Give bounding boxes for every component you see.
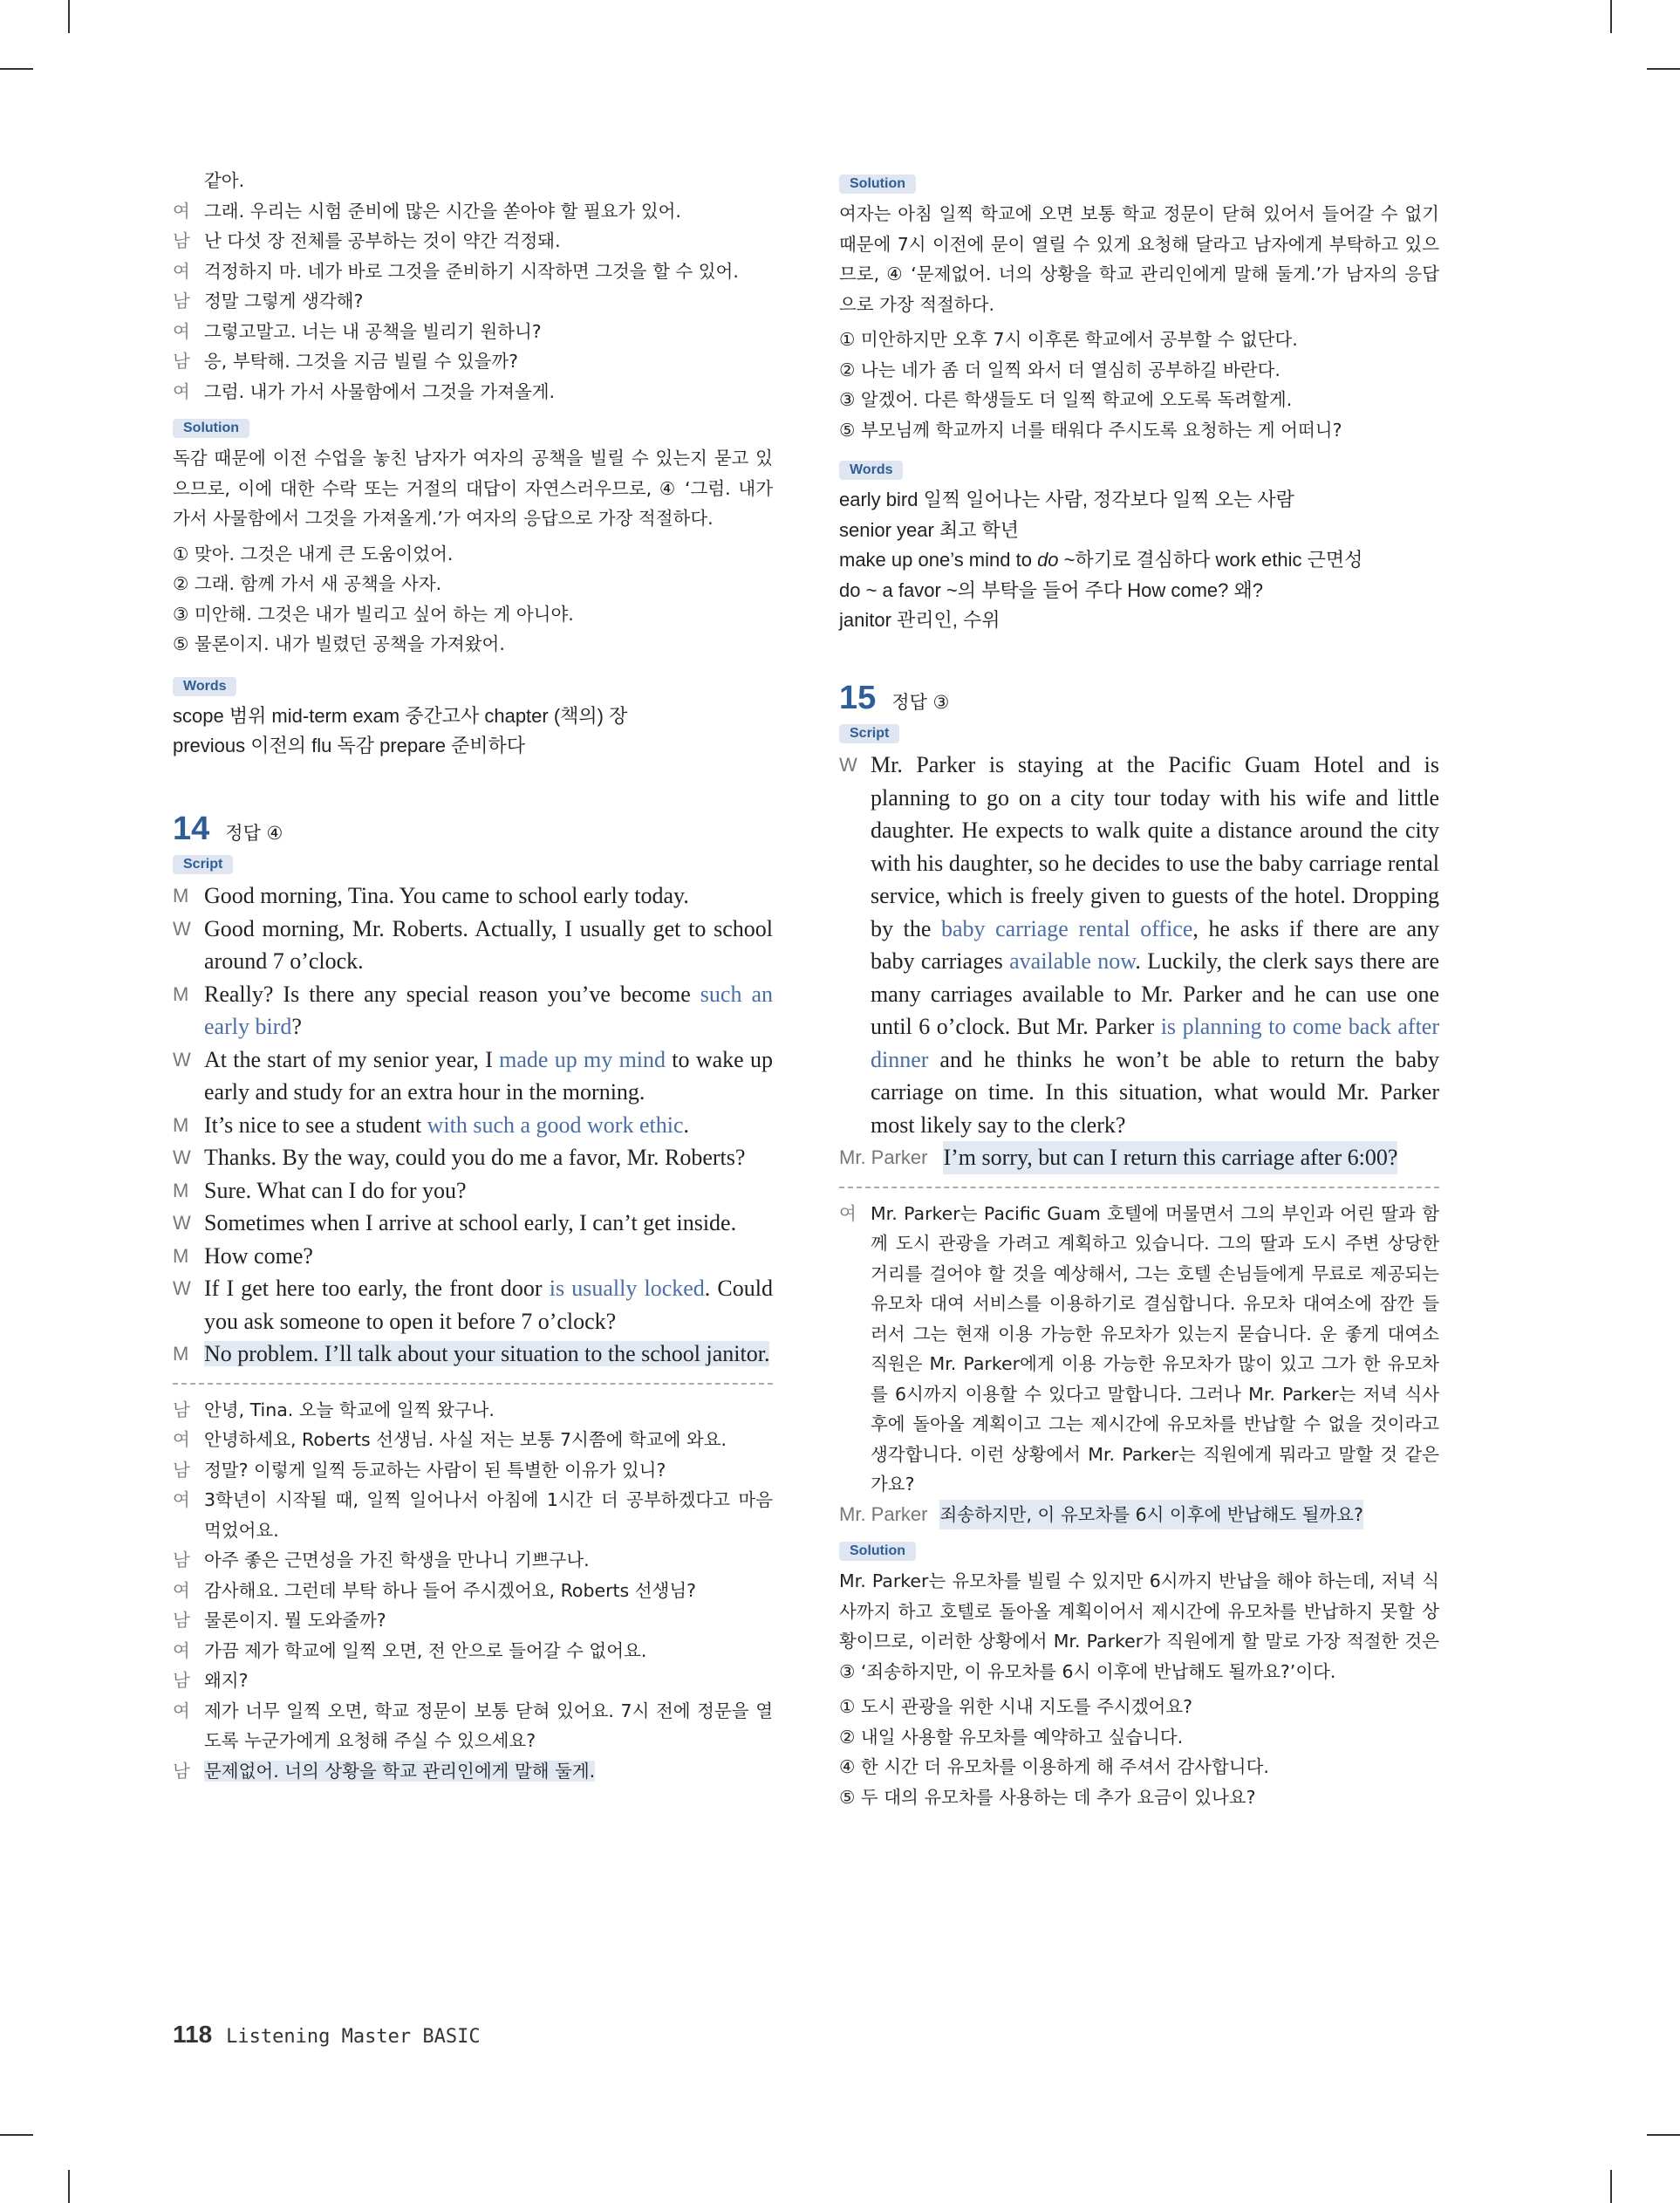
script-segment: made up my mind — [499, 1046, 666, 1072]
option-item: ② 내일 사용할 유모차를 예약하고 싶습니다. — [839, 1726, 1184, 1748]
script-badge: Script — [839, 724, 899, 743]
dialogue-text-content: 감사해요. 그런데 부탁 하나 들어 주시겠어요, Roberts 선생님? — [204, 1579, 697, 1601]
page-footer — [173, 2021, 481, 2049]
answer-line — [839, 1141, 1439, 1174]
dialogue-text — [204, 1395, 773, 1426]
dialogue-text — [204, 1425, 773, 1455]
speaker-label: Mr. Parker — [839, 1146, 928, 1168]
dialogue-line — [173, 346, 773, 377]
question-number: 15 — [839, 679, 877, 716]
solution-text: 여자는 아침 일찍 학교에 오면 보통 학교 정문이 닫혀 있어서 들어갈 수 없기 때문에 7시 이전에 문이 열릴 수 있게 요청해 달라고 남자에게 부탁하고 있으므로, ④ ‘문제없어. 너의 상황을 학교 관리인에게 말해 둘게.’가 남자의 응답으로 가장 적절하다. — [839, 203, 1439, 315]
script-line — [173, 1338, 773, 1371]
speaker-label: 남 — [173, 1459, 190, 1481]
korean-dialogue-continued — [173, 166, 773, 407]
dialogue-text — [204, 317, 773, 347]
script-segment: If I get here too early, the front door — [204, 1276, 550, 1301]
script-line — [173, 1141, 773, 1174]
script-segment: , he asks if there are any baby carriages — [871, 915, 1439, 974]
dialogue-text — [204, 346, 773, 377]
dialogue-text — [204, 1485, 773, 1545]
script-segment: Thanks. By the way, could you do me a favor, Mr. Roberts? — [204, 1145, 746, 1170]
crop-mark — [1610, 2170, 1612, 2203]
script-segment: No problem. I’ll talk about your situation to the school janitor. — [204, 1341, 770, 1366]
words-badge: Words — [173, 677, 236, 696]
answer-text: I’m sorry, but can I return this carriage after 6:00? — [943, 1141, 1397, 1174]
korean-translation — [173, 1395, 773, 1787]
right-column — [839, 166, 1439, 1812]
dialogue-line — [173, 1666, 773, 1696]
solution-badge: Solution — [839, 174, 916, 194]
dialogue-text-content: 3학년이 시작될 때, 일찍 일어나서 아침에 1시간 더 공부하겠다고 마음 먹었어요. — [204, 1489, 773, 1541]
translation-answer-text: 죄송하지만, 이 유모차를 6시 이후에 반납해도 될까요? — [939, 1500, 1362, 1530]
speaker-label: 남 — [173, 1550, 190, 1570]
dialogue-text-content: 정말 그렇게 생각해? — [204, 291, 364, 311]
question-number: 14 — [173, 810, 210, 847]
dialogue-text — [204, 377, 773, 407]
speaker-label: W — [173, 1212, 191, 1234]
speaker-label: 여 — [173, 1639, 190, 1661]
dialogue-text-content: 왜지? — [204, 1670, 249, 1691]
speaker-label: Mr. Parker — [839, 1502, 928, 1525]
script-segment: It’s nice to see a student — [204, 1112, 427, 1138]
script-line — [173, 978, 773, 1043]
dialogue-text — [204, 257, 773, 287]
script-segment: Good morning, Tina. You came to school early today. — [204, 883, 689, 908]
word-text: ~하기로 결심하다 work ethic 근면성 — [1058, 549, 1363, 571]
dialogue-line — [173, 1485, 773, 1545]
script-segment: How come? — [204, 1242, 313, 1269]
word-entry — [839, 516, 1439, 546]
dialogue-text-content: 같아. — [204, 170, 245, 191]
script-line — [173, 1109, 773, 1142]
word-text: senior year 최고 학년 — [839, 518, 1020, 541]
script-segment: available now — [1009, 948, 1136, 974]
word-text: early bird 일찍 일어나는 사람, 정각보다 일찍 오는 사람 — [839, 489, 1294, 510]
crop-mark — [68, 2170, 70, 2203]
dialogue-text-content: 그렇고말고. 너는 내 공책을 빌리기 원하니? — [204, 320, 542, 342]
crop-mark — [1647, 68, 1680, 70]
option-item: ② 나는 네가 좀 더 일찍 와서 더 열심히 공부하길 바란다. — [839, 359, 1280, 380]
crop-mark — [68, 0, 70, 33]
script-text — [204, 1043, 773, 1109]
speaker-label: M — [173, 1113, 189, 1136]
script-segment: with such a good work ethic — [427, 1112, 684, 1138]
speaker-label: W — [173, 1048, 191, 1071]
script-segment: to wake up early and study for an extra hour in the morning. — [204, 1046, 773, 1105]
word-text: janitor 관리인, 수위 — [839, 609, 1000, 631]
speaker-label: W — [173, 1146, 191, 1168]
crop-mark — [1647, 2134, 1680, 2136]
words-list — [839, 485, 1439, 636]
script-segment: baby carriage rental office — [940, 915, 1193, 941]
dialogue-text-content: 가끔 제가 학교에 일찍 오면, 전 안으로 들어갈 수 없어요. — [204, 1639, 647, 1661]
script-text — [204, 913, 773, 978]
crop-mark — [0, 2134, 33, 2136]
dialogue-line — [173, 1756, 773, 1787]
crop-mark — [1610, 0, 1612, 33]
speaker-label: M — [173, 982, 189, 1005]
dialogue-text-content: 응, 부탁해. 그것을 지금 빌릴 수 있을까? — [204, 351, 519, 372]
script-segment: Good morning, Mr. Roberts. Actually, I usually get to school around 7 o’clock. — [204, 915, 773, 974]
dialogue-line — [173, 377, 773, 407]
option-item: ⑤ 두 대의 유모차를 사용하는 데 추가 요금이 있나요? — [839, 1786, 1256, 1808]
dialogue-text-content: 걱정하지 마. 네가 바로 그것을 준비하기 시작하면 그것을 할 수 있어. — [204, 260, 739, 282]
dialogue-line — [173, 317, 773, 347]
dialogue-line — [173, 1455, 773, 1486]
dialogue-text — [204, 166, 773, 196]
dialogue-line — [173, 1696, 773, 1756]
page-number: 118 — [173, 2021, 213, 2048]
word-text: previous 이전의 flu 독감 prepare 준비하다 — [173, 735, 526, 756]
divider — [839, 1187, 1439, 1188]
script-line — [173, 1043, 773, 1109]
dialogue-text — [204, 1636, 773, 1666]
script-segment: such an early bird — [204, 981, 773, 1039]
speaker-label: 여 — [173, 380, 190, 402]
option-item: ⑤ 물론이지. 내가 빌렸던 공책을 가져왔어. — [173, 633, 505, 654]
dialogue-text-content: 정말? 이렇게 일찍 등교하는 사람이 된 특별한 이유가 있니? — [204, 1459, 666, 1481]
speaker-label: 여 — [173, 260, 190, 282]
dialogue-text — [204, 226, 773, 257]
script-line — [173, 1272, 773, 1338]
word-text: make up one’s mind to — [839, 549, 1038, 571]
answer-key: 정답 ③ — [891, 691, 950, 713]
divider — [173, 1383, 773, 1385]
script-line — [173, 1174, 773, 1208]
speaker-label: M — [173, 1343, 189, 1365]
script-segment: ? — [291, 1014, 302, 1039]
dialogue-text — [204, 1666, 773, 1696]
script-segment: At the start of my senior year, I — [204, 1046, 500, 1072]
word-text: scope 범위 mid-term exam 중간고사 chapter (책의) 장 — [173, 704, 628, 727]
script-text — [204, 1338, 773, 1371]
script-segment: is usually locked — [549, 1276, 705, 1301]
option-item: ③ 미안해. 그것은 내가 빌리고 싶어 하는 게 아니야. — [173, 603, 574, 625]
dialogue-line — [173, 196, 773, 227]
word-entry — [839, 605, 1439, 636]
script-text — [204, 1272, 773, 1338]
dialogue-line — [173, 166, 773, 196]
question-14-header — [173, 811, 773, 849]
dialogue-text-content: 난 다섯 장 전체를 공부하는 것이 약간 걱정돼. — [204, 230, 561, 251]
script-line — [173, 879, 773, 913]
monologue-text — [871, 749, 1439, 1141]
speaker-label: 남 — [173, 1670, 190, 1691]
script-text — [204, 1207, 773, 1240]
dialogue-text — [204, 1576, 773, 1606]
speaker-label: 여 — [173, 200, 190, 222]
solution-badge: Solution — [839, 1542, 916, 1561]
speaker-label: 여 — [839, 1202, 857, 1224]
dialogue-line — [173, 1425, 773, 1455]
script-text — [204, 879, 773, 913]
script-segment: . Could you ask someone to open it before 7 o’clock? — [204, 1276, 773, 1334]
speaker-label: 남 — [173, 1610, 190, 1631]
script-line — [173, 1240, 773, 1273]
script-segment: Really? Is there any special reason you’ve become — [204, 981, 700, 1007]
dialogue-text-content: 아주 좋은 근면성을 가진 학생을 만나니 기쁘구나. — [204, 1550, 590, 1570]
solution-text: Mr. Parker는 유모차를 빌릴 수 있지만 6시까지 반납을 해야 하는데, 저녁 식사까지 하고 호텔로 돌아올 계획이어서 제시간에 유모차를 반납하지 못할 상황이므로, 이러한 상황에서 Mr. Parker가 직원에게 할 말로 가장 적절한 것은 ③ ‘죄송하지만, 이 유모차를 6시 이후에 반납해도 될까요?’이다. — [839, 1570, 1439, 1682]
words-badge: Words — [839, 461, 903, 480]
dialogue-text-content: 문제없어. 너의 상황을 학교 관리인에게 말해 둘게. — [204, 1760, 596, 1782]
option-item: ① 도시 관광을 위한 시내 지도를 주시겠어요? — [839, 1696, 1193, 1717]
script-segment: . Luckily, the clerk says there are many carriages available to Mr. Parker and he can use one until 6 o’clock. But Mr. Parker — [871, 948, 1440, 1039]
script-line — [173, 913, 773, 978]
option-item: ① 맞아. 그것은 내게 큰 도움이었어. — [173, 543, 454, 564]
dialogue-text — [204, 286, 773, 317]
speaker-label: W — [173, 917, 191, 940]
dialogue-text — [204, 1756, 773, 1787]
dialogue-line — [173, 1636, 773, 1666]
dialogue-text — [204, 1696, 773, 1756]
option-item: ④ 한 시간 더 유모차를 이용하게 해 주셔서 감사합니다. — [839, 1756, 1269, 1777]
script-segment: is planning to come back after dinner — [871, 1014, 1439, 1072]
speaker-label: M — [173, 885, 189, 907]
monologue — [839, 749, 1439, 1141]
dialogue-line — [173, 257, 773, 287]
script-segment: Sometimes when I arrive at school early, I can’t get inside. — [204, 1210, 737, 1235]
word-entry — [839, 576, 1439, 606]
script-segment: and he thinks he won’t be able to return the baby carriage on time. In this situation, what would Mr. Parker most likely say to the clerk? — [871, 1046, 1439, 1138]
solution-text: 독감 때문에 이전 수업을 놓친 남자가 여자의 공책을 빌릴 수 있는지 묻고 있으므로, 이에 대한 수락 또는 거절의 대답이 자연스러우므로, ④ ‘그럼. 내가 가서 사물함에서 그것을 가져올게.’가 여자의 응답으로 가장 적절하다. — [173, 448, 773, 529]
script-badge: Script — [173, 855, 233, 874]
speaker-label: 남 — [173, 230, 190, 251]
script-line — [173, 1207, 773, 1240]
speaker-label: 남 — [173, 291, 190, 311]
option-item: ③ 알겠어. 다른 학생들도 더 일찍 학교에 오도록 독려할게. — [839, 389, 1293, 410]
word-entry — [173, 701, 773, 732]
speaker-label: W — [839, 754, 857, 776]
script-segment: . — [683, 1112, 689, 1138]
dialogue-text — [204, 1545, 773, 1576]
dialogue-text-content: 안녕하세요, Roberts 선생님. 사실 저는 보통 7시쯤에 학교에 와요. — [204, 1429, 727, 1450]
word-text: do ~ a favor ~의 부탁을 들어 주다 How come? 왜? — [839, 578, 1263, 601]
dialogue-text-content: 그래. 우리는 시험 준비에 많은 시간을 쏟아야 할 필요가 있어. — [204, 200, 681, 222]
speaker-label: 여 — [173, 1579, 190, 1601]
word-text: do — [1037, 549, 1059, 571]
script-text — [204, 978, 773, 1043]
dialogue-line — [173, 226, 773, 257]
speaker-label: W — [173, 1277, 191, 1299]
dialogue-text — [204, 1455, 773, 1486]
option-item: ⑤ 부모님께 학교까지 너를 태워다 주시도록 요청하는 게 어떠니? — [839, 419, 1342, 441]
book-title: Listening Master BASIC — [226, 2026, 481, 2048]
option-item: ① 미안하지만 오후 7시 이후론 학교에서 공부할 수 없단다. — [839, 329, 1298, 350]
dialogue-text — [204, 196, 773, 227]
question-15-header — [839, 680, 1439, 718]
translation-monologue — [839, 1199, 1439, 1500]
speaker-label: 남 — [173, 351, 190, 372]
translation-answer — [839, 1500, 1439, 1530]
speaker-label: 여 — [173, 320, 190, 342]
script-text — [204, 1141, 773, 1174]
speaker-label: M — [173, 1179, 189, 1201]
script-text — [204, 1174, 773, 1208]
word-entry — [839, 485, 1439, 516]
speaker-label: 여 — [173, 1489, 190, 1510]
script-text — [204, 1240, 773, 1273]
script-segment: Mr. Parker is staying at the Pacific Guam Hotel and is planning to go on a city tour today with his wife and little daughter. He expects to walk quite a distance around the city with his daughter, so he decides to use the baby carriage rental service, which is freely given to guests of the hotel. Dropping by the — [871, 752, 1439, 941]
option-item: ② 그래. 함께 가서 새 공책을 사자. — [173, 573, 442, 594]
answer-key: 정답 ④ — [225, 822, 283, 844]
words-list — [173, 701, 773, 762]
word-entry — [839, 545, 1439, 576]
solution-badge: Solution — [173, 419, 249, 438]
dialogue-text-content: 제가 너무 일찍 오면, 학교 정문이 보통 닫혀 있어요. 7시 전에 정문을 열도록 누군가에게 요청해 주실 수 있으세요? — [204, 1700, 773, 1751]
dialogue-text — [204, 1605, 773, 1636]
dialogue-text-content: 물론이지. 뭘 도와줄까? — [204, 1610, 386, 1631]
dialogue-line — [173, 1605, 773, 1636]
dialogue-text-content: 그럼. 내가 가서 사물함에서 그것을 가져올게. — [204, 380, 556, 402]
script-segment: Sure. What can I do for you? — [204, 1177, 467, 1203]
speaker-label: M — [173, 1244, 189, 1267]
dialogue-text-content: 안녕, Tina. 오늘 학교에 일찍 왔구나. — [204, 1399, 495, 1420]
dialogue-line — [173, 1545, 773, 1576]
crop-mark — [0, 68, 33, 70]
speaker-label: 여 — [173, 1429, 190, 1450]
translation-text: Mr. Parker는 Pacific Guam 호텔에 머물면서 그의 부인과 어린 딸과 함께 도시 관광을 가려고 계획하고 있습니다. 그의 딸과 도시 주변 상당한 거리를 걸어야 할 것을 예상해서, 그는 호텔 손님들에게 무료로 제공되는 유모차 대여 서비스를 이용하기로 결심합니다. 유모차 대여소에 잠깐 들러서 그는 현재 이용 가능한 유모차가 있는지 묻습니다. 운 좋게 대여소 직원은 Mr. Parker에게 이용 가능한 유모차가 많이 있고 그가 한 유모차를 6시까지 이용할 수 있다고 말합니다. 그러나 Mr. Parker는 저녁 식사 후에 돌아올 계획이고 그는 제시간에 유모차를 반납할 수 없을 것이라고 생각합니다. 이런 상황에서 Mr. Parker는 직원에게 뭐라고 말할 것 같은가요? — [871, 1202, 1439, 1495]
speaker-label: 여 — [173, 1700, 190, 1721]
option-list — [839, 1692, 1439, 1812]
script-text — [204, 1109, 773, 1142]
dialogue-line — [173, 286, 773, 317]
english-script — [173, 879, 773, 1371]
option-list — [173, 539, 773, 660]
left-column — [173, 166, 773, 1786]
speaker-label: 남 — [173, 1760, 190, 1782]
dialogue-line — [173, 1395, 773, 1426]
dialogue-line — [173, 1576, 773, 1606]
word-entry — [173, 731, 773, 762]
speaker-label: 남 — [173, 1399, 190, 1420]
option-list — [839, 325, 1439, 445]
